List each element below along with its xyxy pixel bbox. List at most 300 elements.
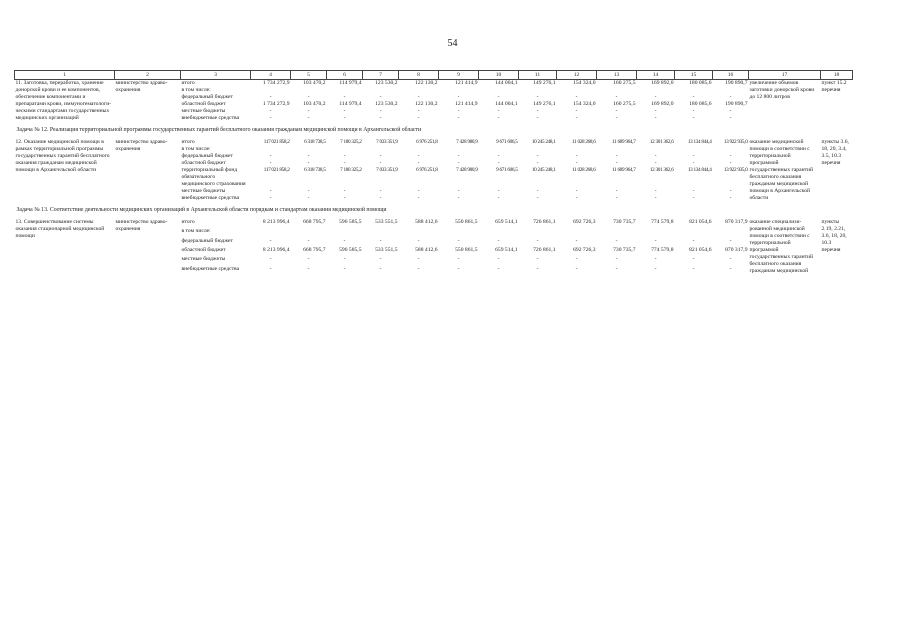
amount-cell: -: [575, 153, 578, 159]
column-header: 3: [181, 71, 251, 80]
amount-cell: 12 301 362,6: [649, 139, 674, 145]
amount-cell: [439, 228, 479, 237]
amount-cell: [399, 146, 439, 153]
amount-cell: [327, 87, 363, 94]
amount-cell: 121 414,9: [455, 80, 478, 86]
funding-source: местные бюджеты: [181, 188, 226, 194]
amount-cell: [327, 228, 363, 237]
amount-cell: [557, 228, 597, 237]
amount-cell: 774 579,8: [651, 219, 674, 225]
table-header: [15, 71, 853, 80]
amount-cell: 169 892,0: [651, 80, 674, 86]
amount-cell: -: [536, 195, 539, 201]
amount-cell: -: [417, 188, 420, 194]
page-number: 54: [447, 38, 458, 49]
amount-cell: 7 033 351,9: [376, 139, 398, 145]
amount-cell: [597, 228, 637, 237]
amount-cell: 114 979,4: [339, 80, 362, 86]
funding-source: местные бюджеты: [181, 256, 226, 263]
amount-cell: -: [417, 265, 420, 272]
amount-cell: 821 054,6: [689, 219, 712, 225]
indicator-link: пункты 3.6, 18, 20, 3.4, 3.5, 10.3 перечня: [821, 139, 849, 166]
amount-cell: -: [417, 153, 420, 159]
amount-cell: -: [379, 237, 382, 244]
amount-cell: 7 428 980,9: [456, 139, 478, 145]
amount-cell: 144 004,1: [495, 101, 518, 107]
amount-cell: -: [692, 195, 695, 201]
amount-cell: 190 890,7: [725, 101, 748, 107]
column-header: 5: [291, 71, 327, 80]
amount-cell: 149 276,1: [533, 80, 556, 86]
amount-cell: -: [379, 265, 382, 272]
executor: министерство здраво-охранения: [115, 139, 168, 152]
amount-cell: -: [457, 195, 460, 201]
amount-cell: -: [269, 94, 272, 100]
amount-cell: 6 318 738,5: [304, 139, 326, 145]
amount-cell: 149 276,1: [533, 101, 556, 107]
amount-cell: 774 579,8: [651, 246, 674, 253]
amount-cell: 123 530,2: [375, 101, 398, 107]
amount-cell: 659 514,1: [495, 246, 518, 253]
column-header: 4: [251, 71, 291, 80]
amount-cell: -: [457, 188, 460, 194]
amount-cell: -: [307, 153, 310, 159]
amount-cell: 1 734 272,9: [262, 80, 290, 86]
amount-cell: -: [417, 94, 420, 100]
table-row: [15, 219, 853, 228]
executor: министерство здраво-охранения: [115, 80, 168, 93]
amount-cell: [713, 228, 749, 237]
amount-cell: -: [497, 108, 500, 114]
amount-cell: -: [729, 153, 732, 159]
column-header: 6: [327, 71, 363, 80]
amount-cell: [479, 228, 519, 237]
expected-result: оказание медицинской помощи в соответствии с территориальной программой государственных гарантий бесплатного оказания гражданам медицинской помощи в Архангельской области: [749, 139, 814, 201]
expected-result: оказание специализи-рованной медицинской помощи в соответствии с территориальной программой государственных гарантий бесплатного оказания гражданам медицинской: [749, 219, 814, 274]
funding-source: в том числе:: [181, 87, 211, 93]
amount-cell: 692 726,3: [573, 219, 596, 225]
amount-cell: 114 979,4: [339, 101, 362, 107]
amount-cell: 550 861,5: [455, 219, 478, 225]
amount-cell: -: [497, 265, 500, 272]
amount-cell: 726 861,1: [533, 219, 556, 225]
amount-cell: [291, 228, 327, 237]
amount-cell: [597, 146, 637, 153]
amount-cell: 180 085,6: [689, 101, 712, 107]
amount-cell: -: [379, 256, 382, 263]
funding-source: местные бюджеты: [181, 108, 226, 114]
funding-source: областной бюджет: [181, 101, 226, 107]
amount-cell: [291, 146, 327, 153]
column-header: 13: [597, 71, 637, 80]
amount-cell: 160 275,5: [613, 101, 636, 107]
amount-cell: 870 317,9: [725, 219, 748, 225]
funding-source: внебюджетные средства: [181, 195, 240, 201]
amount-cell: -: [575, 256, 578, 263]
amount-cell: -: [497, 115, 500, 121]
amount-cell: -: [307, 160, 310, 166]
amount-cell: [363, 87, 399, 94]
funding-source: итого: [181, 219, 195, 225]
measure-name: 13. Совершенствование системы оказания стационарной медицинской помощи: [15, 219, 105, 239]
column-header: 15: [675, 71, 713, 80]
amount-cell: -: [343, 237, 346, 244]
amount-cell: -: [457, 94, 460, 100]
amount-cell: -: [575, 115, 578, 121]
amount-cell: -: [615, 160, 618, 166]
amount-cell: -: [692, 108, 695, 114]
amount-cell: 103 470,2: [303, 101, 326, 107]
expected-result: увеличение объемов заготовки донорской крови до 12 800 литров: [749, 80, 815, 100]
amount-cell: 550 861,5: [455, 246, 478, 253]
column-header: 17: [749, 71, 821, 80]
amount-cell: 692 726,3: [573, 246, 596, 253]
measure-name: 12. Оказание медицинской помощи в рамках территориальной программы государственных гарантий бесплатного оказания гражданам медицинской помощи в Архангельской области: [15, 139, 110, 173]
amount-cell: -: [729, 160, 732, 166]
amount-cell: -: [729, 188, 732, 194]
amount-cell: -: [729, 237, 732, 244]
amount-cell: 6 976 251,8: [416, 139, 438, 145]
amount-cell: -: [457, 160, 460, 166]
amount-cell: 122 130,2: [415, 101, 438, 107]
amount-cell: -: [654, 115, 657, 121]
amount-cell: -: [654, 108, 657, 114]
amount-cell: -: [497, 153, 500, 159]
amount-cell: -: [692, 153, 695, 159]
amount-cell: -: [654, 265, 657, 272]
amount-cell: [363, 228, 399, 237]
amount-cell: -: [654, 160, 657, 166]
amount-cell: -: [729, 256, 732, 263]
column-header: 16: [713, 71, 749, 80]
amount-cell: [675, 228, 713, 237]
amount-cell: 726 861,1: [533, 246, 556, 253]
amount-cell: -: [692, 237, 695, 244]
amount-cell: 11 689 964,7: [612, 167, 636, 173]
amount-cell: [439, 87, 479, 94]
indicator-link: пункт 15.2 перечня: [821, 80, 847, 93]
amount-cell: -: [575, 265, 578, 272]
amount-cell: -: [575, 195, 578, 201]
amount-cell: -: [307, 237, 310, 244]
amount-cell: 190 890,7: [725, 80, 748, 86]
amount-cell: [479, 87, 519, 94]
amount-cell: -: [654, 237, 657, 244]
amount-cell: 13 134 844,4: [687, 139, 712, 145]
task-title: Задача № 13. Соответствие деятельности медицинских организаций в Архангельской области порядкам и стандартам оказания медицинской помощи: [16, 207, 387, 213]
amount-cell: [637, 228, 675, 237]
amount-cell: -: [343, 188, 346, 194]
amount-cell: -: [457, 108, 460, 114]
amount-cell: -: [615, 188, 618, 194]
amount-cell: -: [457, 256, 460, 263]
amount-cell: -: [615, 195, 618, 201]
funding-source: областной бюджет: [181, 246, 226, 253]
column-header: 18: [821, 71, 853, 80]
amount-cell: [713, 146, 749, 153]
amount-cell: [291, 87, 327, 94]
amount-cell: 533 551,5: [375, 246, 398, 253]
amount-cell: -: [536, 188, 539, 194]
amount-cell: -: [307, 108, 310, 114]
amount-cell: 11 028 268,6: [572, 139, 596, 145]
amount-cell: -: [575, 94, 578, 100]
amount-cell: [637, 87, 675, 94]
amount-cell: -: [536, 153, 539, 159]
amount-cell: 13 134 844,4: [687, 167, 712, 173]
measure-name: 11. Заготовка, переработка, хранение донорской крови и ее компонентов, обеспечение компонентами и препаратами крови, иммуногематологи-ческими стандартами государственных медицинских организаций: [15, 80, 112, 121]
amount-cell: -: [654, 94, 657, 100]
amount-cell: 10 245 248,1: [531, 139, 556, 145]
amount-cell: -: [729, 94, 732, 100]
amount-cell: 596 585,5: [339, 219, 362, 225]
amount-cell: -: [343, 115, 346, 121]
amount-cell: -: [269, 108, 272, 114]
amount-cell: -: [417, 108, 420, 114]
amount-cell: -: [615, 115, 618, 121]
table-row: [15, 139, 853, 146]
amount-cell: -: [729, 108, 732, 114]
amount-cell: -: [457, 153, 460, 159]
amount-cell: [399, 228, 439, 237]
amount-cell: 596 585,5: [339, 246, 362, 253]
amount-cell: [519, 146, 557, 153]
amount-cell: 12 301 362,6: [649, 167, 674, 173]
amount-cell: -: [692, 160, 695, 166]
amount-cell: 103 470,2: [303, 80, 326, 86]
funding-source: внебюджетные средства: [181, 115, 240, 121]
amount-cell: [519, 228, 557, 237]
amount-cell: [713, 87, 749, 94]
funding-source: федеральный бюджет: [181, 237, 233, 244]
amount-cell: [675, 146, 713, 153]
amount-cell: -: [729, 265, 732, 272]
amount-cell: -: [536, 237, 539, 244]
table-row: [15, 80, 853, 88]
amount-cell: -: [536, 108, 539, 114]
amount-cell: 821 054,6: [689, 246, 712, 253]
amount-cell: 180 085,6: [689, 80, 712, 86]
amount-cell: -: [536, 256, 539, 263]
amount-cell: -: [417, 195, 420, 201]
column-header: 10: [479, 71, 519, 80]
amount-cell: 121 414,9: [455, 101, 478, 107]
amount-cell: -: [654, 195, 657, 201]
amount-cell: -: [343, 108, 346, 114]
amount-cell: -: [269, 153, 272, 159]
amount-cell: -: [307, 188, 310, 194]
amount-cell: 588 412,6: [415, 246, 438, 253]
amount-cell: -: [497, 94, 500, 100]
amount-cell: -: [269, 188, 272, 194]
amount-cell: 160 275,5: [613, 80, 636, 86]
amount-cell: -: [654, 153, 657, 159]
amount-cell: -: [536, 94, 539, 100]
amount-cell: -: [417, 160, 420, 166]
amount-cell: [251, 146, 291, 153]
amount-cell: -: [379, 115, 382, 121]
amount-cell: -: [615, 237, 618, 244]
amount-cell: -: [615, 94, 618, 100]
amount-cell: 11 689 964,7: [612, 139, 636, 145]
funding-source: итого: [181, 80, 195, 86]
amount-cell: -: [457, 237, 460, 244]
amount-cell: 6 318 738,5: [304, 167, 326, 173]
amount-cell: -: [417, 115, 420, 121]
amount-cell: -: [269, 115, 272, 121]
amount-cell: 730 735,7: [613, 246, 636, 253]
amount-cell: [439, 146, 479, 153]
amount-cell: [519, 87, 557, 94]
amount-cell: -: [536, 115, 539, 121]
amount-cell: -: [575, 160, 578, 166]
amount-cell: 588 412,6: [415, 219, 438, 225]
amount-cell: 870 317,9: [725, 246, 748, 253]
program-table: [14, 70, 853, 275]
funding-source: в том числе:: [181, 146, 211, 152]
column-header: 2: [115, 71, 181, 80]
funding-source: внебюджетные средства: [181, 265, 240, 272]
funding-source: федеральный бюджет: [181, 94, 233, 100]
amount-cell: 13 922 935,0: [723, 167, 748, 173]
amount-cell: [251, 228, 291, 237]
column-header: 14: [637, 71, 675, 80]
amount-cell: [557, 146, 597, 153]
amount-cell: -: [615, 256, 618, 263]
amount-cell: -: [343, 195, 346, 201]
funding-source: областной бюджет: [181, 160, 226, 166]
amount-cell: -: [654, 188, 657, 194]
amount-cell: -: [307, 94, 310, 100]
amount-cell: -: [379, 108, 382, 114]
amount-cell: 730 735,7: [613, 219, 636, 225]
amount-cell: -: [497, 160, 500, 166]
amount-cell: -: [615, 108, 618, 114]
amount-cell: -: [692, 115, 695, 121]
column-header: 1: [15, 71, 115, 80]
amount-cell: 8 213 996,4: [262, 246, 290, 253]
amount-cell: -: [269, 160, 272, 166]
amount-cell: -: [497, 237, 500, 244]
amount-cell: 117 021 858,2: [263, 139, 290, 145]
amount-cell: -: [457, 115, 460, 121]
task-row: [15, 122, 853, 139]
amount-cell: -: [343, 153, 346, 159]
amount-cell: -: [417, 237, 420, 244]
amount-cell: -: [343, 256, 346, 263]
amount-cell: -: [575, 237, 578, 244]
amount-cell: -: [269, 265, 272, 272]
amount-cell: -: [729, 115, 732, 121]
column-header: 11: [519, 71, 557, 80]
amount-cell: 154 324,0: [573, 101, 596, 107]
amount-cell: 144 004,1: [495, 80, 518, 86]
amount-cell: -: [575, 108, 578, 114]
executor: министерство здраво-охранения: [115, 219, 168, 232]
amount-cell: 533 551,5: [375, 219, 398, 225]
amount-cell: -: [536, 265, 539, 272]
funding-source: территориальный фонд обязательного медицинского страхования: [181, 167, 246, 187]
amount-cell: [597, 87, 637, 94]
indicator-link: пункты 2.19, 2.21, 3.6, 18, 20, 10.3 перечня: [821, 219, 847, 253]
amount-cell: -: [497, 256, 500, 263]
amount-cell: 169 892,0: [651, 101, 674, 107]
amount-cell: [479, 146, 519, 153]
amount-cell: -: [729, 195, 732, 201]
amount-cell: 7 180 325,2: [340, 167, 362, 173]
column-header: 7: [363, 71, 399, 80]
amount-cell: -: [379, 195, 382, 201]
amount-cell: -: [536, 160, 539, 166]
amount-cell: 6 976 251,8: [416, 167, 438, 173]
table-body: [15, 80, 853, 276]
amount-cell: [363, 146, 399, 153]
amount-cell: -: [417, 256, 420, 263]
amount-cell: 9 671 606,5: [496, 139, 518, 145]
funding-source: в том числе:: [181, 228, 211, 235]
column-header: 12: [557, 71, 597, 80]
amount-cell: -: [307, 256, 310, 263]
amount-cell: [675, 87, 713, 94]
amount-cell: -: [692, 94, 695, 100]
amount-cell: 7 428 980,9: [456, 167, 478, 173]
amount-cell: -: [379, 188, 382, 194]
amount-cell: [637, 146, 675, 153]
amount-cell: 11 028 268,6: [572, 167, 596, 173]
amount-cell: -: [379, 153, 382, 159]
amount-cell: -: [654, 256, 657, 263]
amount-cell: -: [615, 265, 618, 272]
amount-cell: -: [575, 188, 578, 194]
amount-cell: 659 514,1: [495, 219, 518, 225]
amount-cell: -: [692, 256, 695, 263]
amount-cell: 122 130,2: [415, 80, 438, 86]
amount-cell: 123 530,2: [375, 80, 398, 86]
amount-cell: -: [615, 153, 618, 159]
column-header: 8: [399, 71, 439, 80]
amount-cell: 7 180 325,2: [340, 139, 362, 145]
task-title: Задача № 12. Реализация территориальной программы государственных гарантий бесплатного оказания гражданам медицинской помощи в Архангельской области: [16, 127, 422, 133]
amount-cell: -: [692, 265, 695, 272]
amount-cell: -: [692, 188, 695, 194]
amount-cell: 10 245 248,1: [531, 167, 556, 173]
amount-cell: -: [269, 237, 272, 244]
amount-cell: [557, 87, 597, 94]
amount-cell: -: [497, 188, 500, 194]
amount-cell: -: [343, 94, 346, 100]
column-header: 9: [439, 71, 479, 80]
amount-cell: -: [269, 256, 272, 263]
amount-cell: 668 795,7: [303, 219, 326, 225]
amount-cell: -: [343, 265, 346, 272]
task-row: [15, 202, 853, 219]
amount-cell: [251, 87, 291, 94]
amount-cell: -: [457, 265, 460, 272]
amount-cell: 13 922 935,0: [723, 139, 748, 145]
amount-cell: -: [307, 265, 310, 272]
amount-cell: -: [269, 195, 272, 201]
amount-cell: [327, 146, 363, 153]
amount-cell: 117 021 858,2: [263, 167, 290, 173]
amount-cell: 668 795,7: [303, 246, 326, 253]
amount-cell: -: [497, 195, 500, 201]
amount-cell: 9 671 606,5: [496, 167, 518, 173]
amount-cell: -: [379, 94, 382, 100]
amount-cell: 154 324,0: [573, 80, 596, 86]
amount-cell: -: [343, 160, 346, 166]
amount-cell: -: [307, 195, 310, 201]
funding-source: федеральный бюджет: [181, 153, 233, 159]
